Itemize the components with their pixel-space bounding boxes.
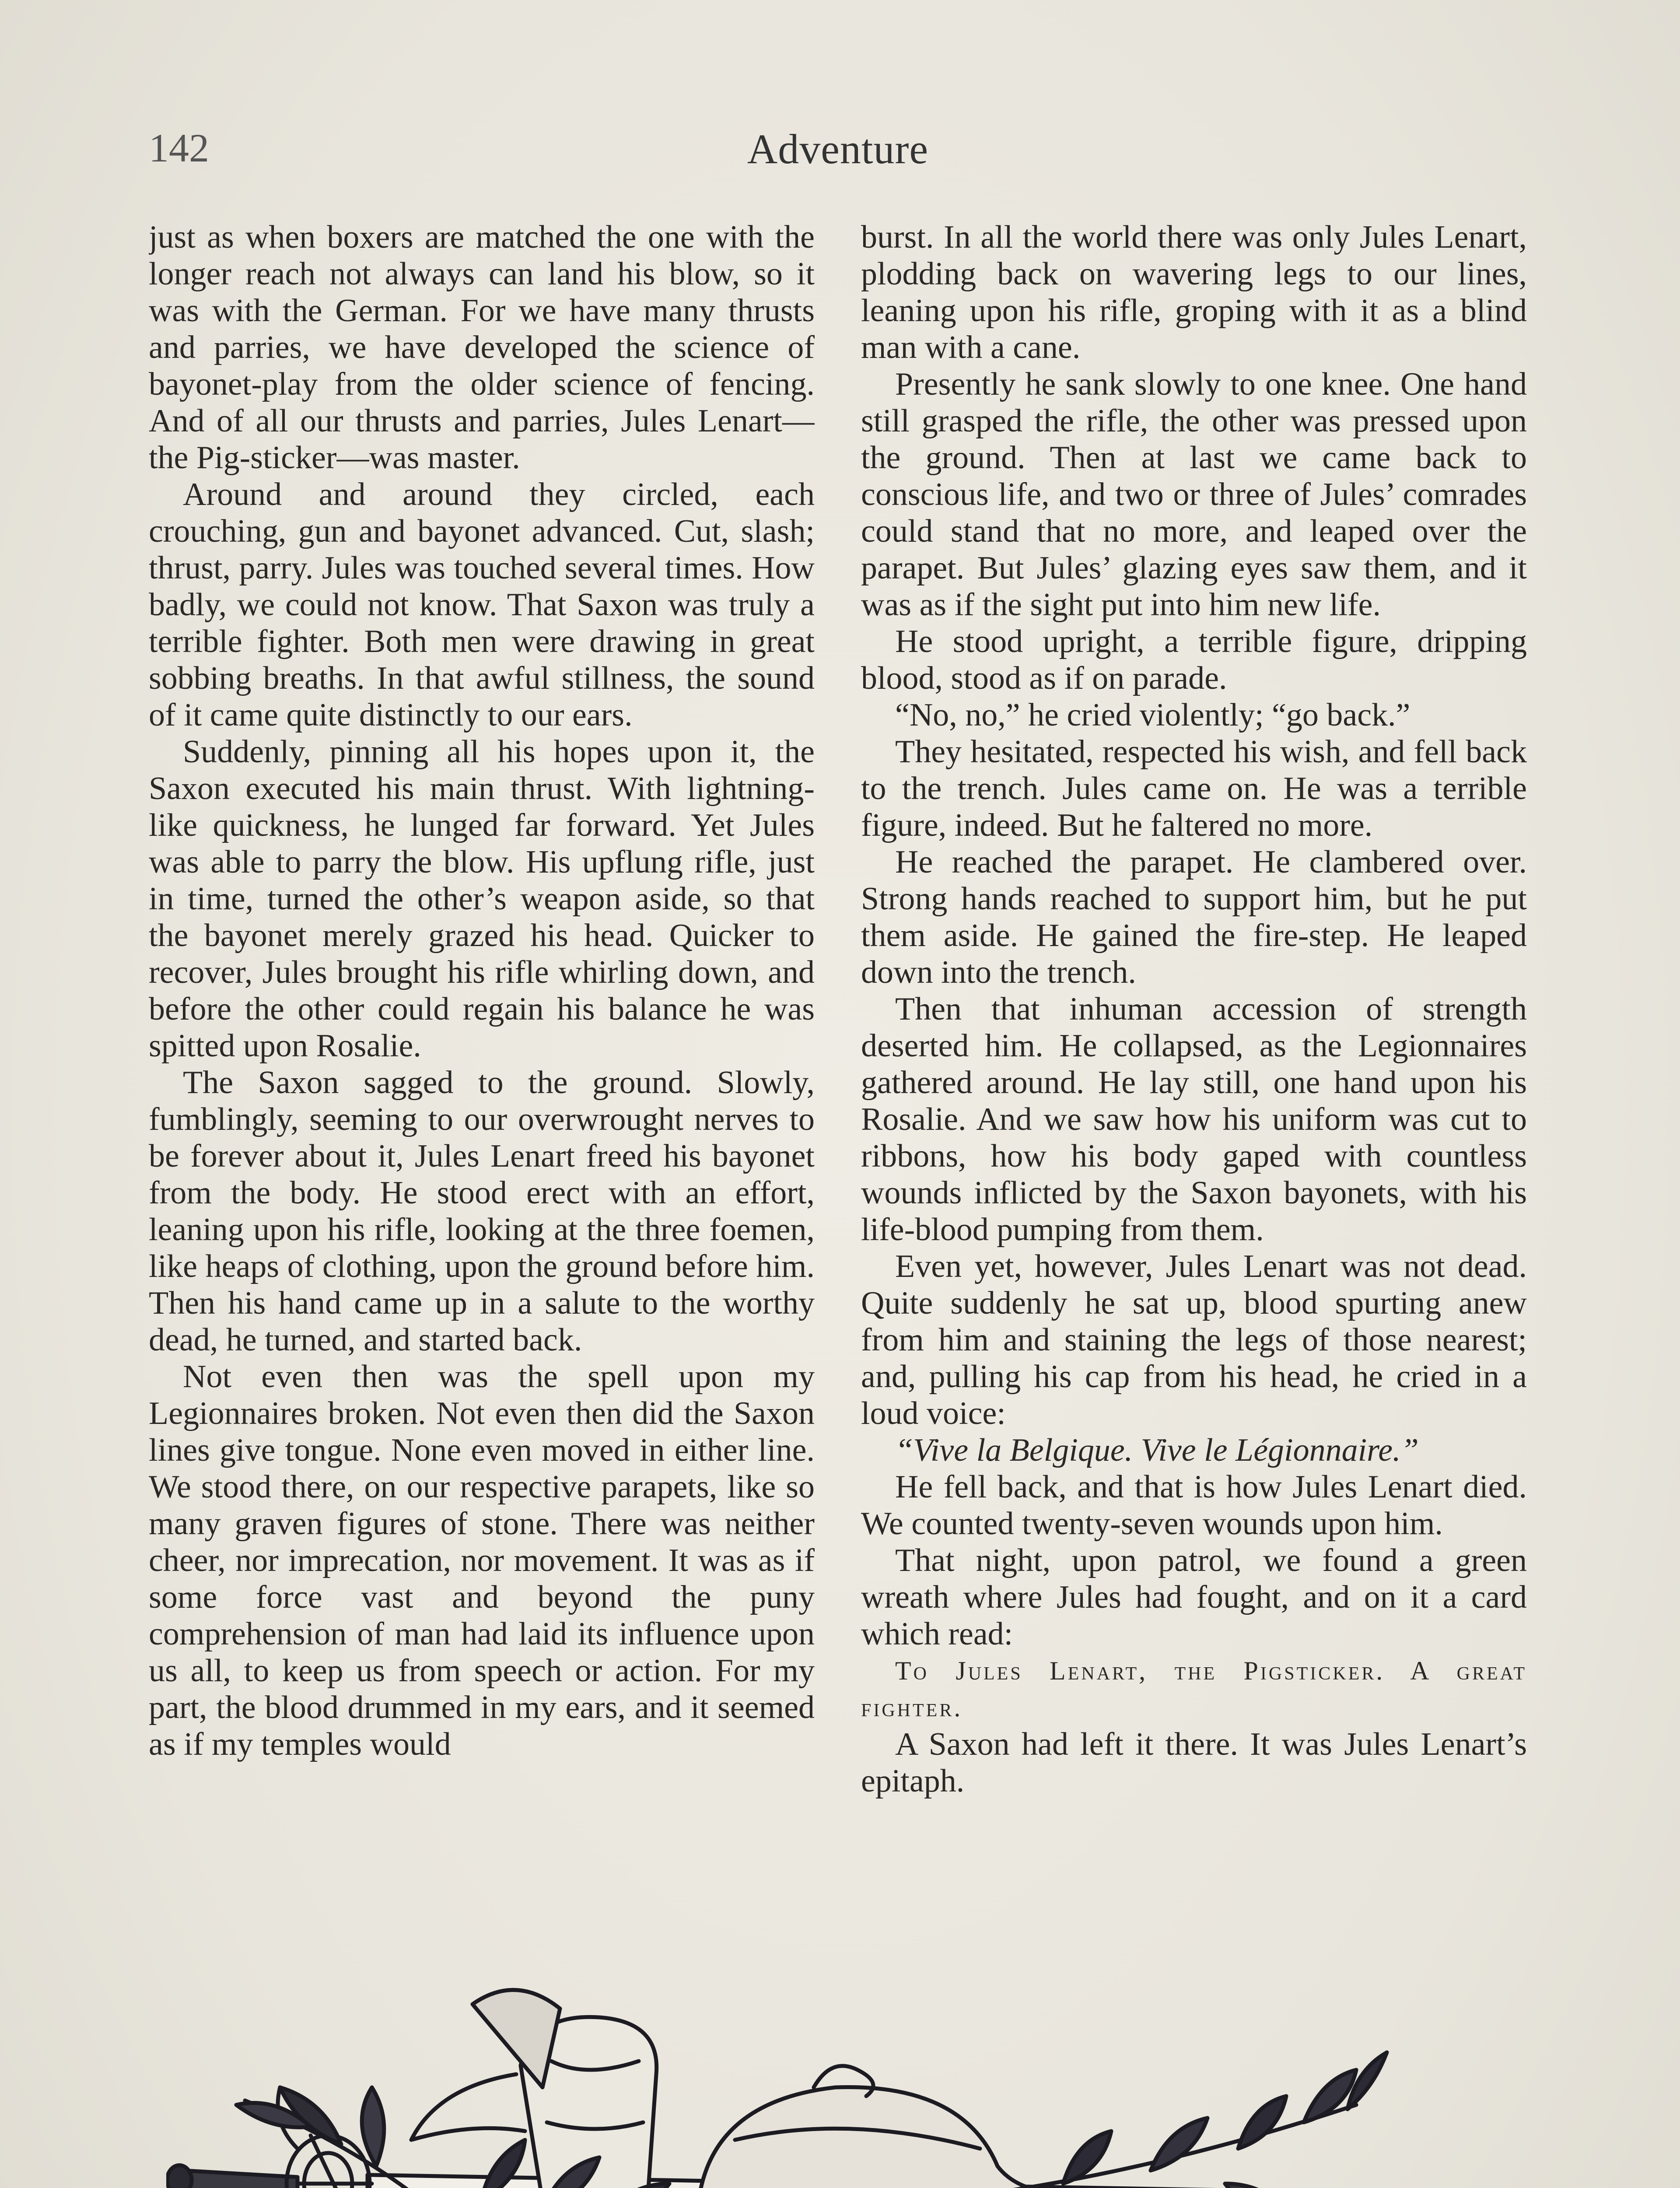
paragraph: Then that inhuman accession of strength deserted him. He collapsed, as the Legionnaires gathered around. He lay still, one hand upon his Rosalie. And we saw how his uniform was cut to ribbons, how his body gaped with countless wounds inflicted by the Saxon bayonets, with his life-blood pumping from them. [861, 991, 1527, 1248]
paragraph: just as when boxers are matched the one with the longer reach not always can land his blow, so it was with the German. For we have many thrusts and parries, we have developed the science of bayonet-play from the older science of fencing. And of all our thrusts and parries, Jules Lenart—the Pig-sticker—was master. [149, 219, 815, 476]
paragraph: The Saxon sagged to the ground. Slowly, fumblingly, seeming to our overwrought nerves to be forever about it, Jules Lenart freed his bayonet from the body. He stood erect with an effort, leaning upon his rifle, looking at the three foemen, like heaps of clothing, upon the ground before him. Then his hand came up in a salute to the worthy dead, he turned, and started back. [149, 1065, 815, 1358]
paragraph: That night, upon patrol, we found a green wreath where Jules had fought, and on it a card which read: [861, 1543, 1527, 1652]
paragraph: Around and around they circled, each crouching, gun and bayonet advanced. Cut, slash; thrust, parry. Jules was touched several times. How badly, we could not know. That Saxon was truly a terrible fighter. Both men were drawing in great sobbing breaths. In that awful stillness, the sound of it came quite distinctly to our ears. [149, 477, 815, 733]
page-number: 142 [149, 126, 209, 170]
quoted-cry: “Vive la Belgique. Vive le Légionnaire.” [895, 1432, 1419, 1468]
paragraph: He stood upright, a terrible figure, dripping blood, stood as if on parade. [861, 624, 1527, 696]
paragraph: burst. In all the world there was only Jules Lenart, plodding back on wavering legs to our lines, leaning upon his rifle, groping with it as a blind man with a cane. [861, 219, 1527, 365]
page-header [149, 125, 1527, 186]
paragraph: He fell back, and that is how Jules Lenart died. We counted twenty-seven wounds upon him. [861, 1469, 1527, 1542]
paragraph: He reached the parapet. He clambered over. Strong hands reached to support him, but he put them aside. He gained the fire-step. He leaped down into the trench. [861, 844, 1527, 990]
right-column [861, 219, 1527, 1960]
running-title: Adventure [747, 126, 929, 172]
paragraph: Presently he sank slowly to one knee. One hand still grasped the rifle, the other was pressed upon the ground. Then at last we came back to conscious life, and two or three of Jules’ comrades could stand that no more, and leaped over the parapet. But Jules’ glazing eyes saw them, and it was as if the sight put into him new life. [861, 366, 1527, 623]
paragraph: Suddenly, pinning all his hopes upon it, the Saxon executed his main thrust. With lightning-like quickness, he lunged far forward. Yet Jules was able to parry the blow. His upflung rifle, just in time, turned the other’s weapon aside, so that the bayonet merely grazed his head. Quicker to recover, Jules brought his rifle whirling down, and before the other could regain his balance he was spitted upon Rosalie. [149, 734, 815, 1064]
wreath-card-text: To Jules Lenart, the Pigsticker. A great fighter. [861, 1656, 1527, 1722]
sword-pommel [167, 2165, 192, 2188]
paragraph: Even yet, however, Jules Lenart was not dead. Quite suddenly he sat up, blood spurting anew from him and staining the legs of those nearest; and, pulling his cap from his head, he cried in a loud voice: [861, 1248, 1527, 1431]
paragraph: Not even then was the spell upon my Legionnaires broken. Not even then did the Saxon lines give tongue. None even moved in either line. We stood there, on our respective parapets, like so many graven figures of stone. There was neither cheer, nor imprecation, nor movement. It was as if some force vast and beyond the puny comprehension of man had laid its influence upon us all, to keep us from speech or action. For my part, the blood drummed in my ears, and it seemed as if my temples would [149, 1359, 815, 1762]
article-body [149, 219, 1527, 1960]
sword-grip [184, 2170, 298, 2188]
paragraph: A Saxon had left it there. It was Jules Lenart’s epitaph. [861, 1726, 1527, 1799]
paragraph: They hesitated, respected his wish, and fell back to the trench. Jules came on. He was a terrible figure, indeed. But he faltered no more. [861, 734, 1527, 843]
sword-helmet-laurel-illustration [166, 1956, 1514, 2188]
paragraph: “No, no,” he cried violently; “go back.” [895, 697, 1410, 733]
left-column [149, 219, 815, 1960]
